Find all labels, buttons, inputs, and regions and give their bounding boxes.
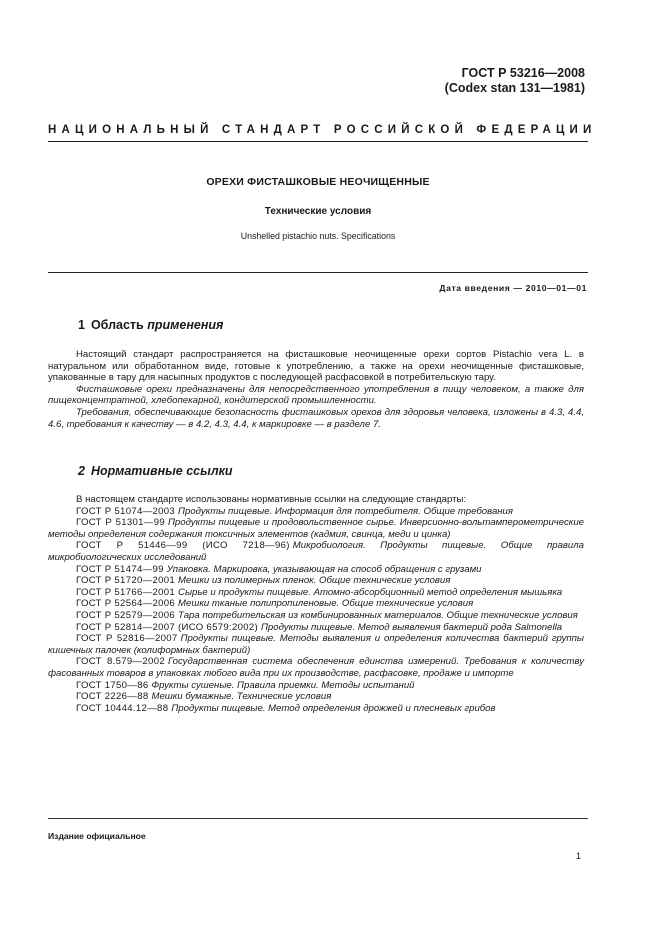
standard-name-en: Unshelled pistachio nuts. Specifications — [240, 231, 396, 241]
standard-name-ru: ОРЕХИ ФИСТАШКОВЫЕ НЕОЧИЩЕННЫЕ — [206, 176, 430, 188]
gost-identifier — [445, 66, 585, 96]
section-1-body — [48, 349, 584, 430]
reference-item — [48, 656, 584, 679]
normative-references-list — [48, 506, 584, 715]
official-edition-note: Издание официальное — [48, 831, 146, 841]
reference-item — [48, 622, 584, 634]
reference-code: ГОСТ 2226—88 — [76, 691, 149, 703]
reference-code: ГОСТ Р 51766—2001 — [76, 586, 176, 598]
reference-code: ГОСТ Р 52814—2007 (ИСО 6579:2002) — [76, 621, 258, 633]
reference-code: ГОСТ Р 51074—2003 — [76, 505, 176, 517]
reference-title: Продукты пищевые. Методы выявления и определения количества бактерий группы кишечных палочек (колиформных бактерий) — [48, 633, 584, 656]
reference-item — [48, 506, 584, 518]
reference-title: Упаковка. Маркировка, указывающая на способ обращения с грузами — [166, 563, 482, 575]
section-2-body — [48, 494, 584, 714]
reference-title: Мешки из полимерных пленок. Общие технические условия — [178, 575, 451, 587]
reference-title: Мешки тканые полипропиленовые. Общие технические условия — [178, 598, 474, 610]
reference-code: ГОСТ 10444.12—88 — [76, 702, 169, 714]
section-1-title-italic: применения — [147, 318, 224, 332]
reference-title: Продукты пищевые и продовольственное сырье. Инверсионно-вольтамперометрические методы определения содержания токсичных элементов (кадмия, свинца, меди и цинка) — [48, 517, 584, 540]
section-1-heading — [78, 318, 223, 332]
reference-code: ГОСТ Р 52564—2006 — [76, 598, 176, 610]
reference-code: ГОСТ Р 51301—99 — [76, 517, 165, 529]
reference-item — [48, 633, 584, 656]
section-1-title-plain: Область — [90, 318, 144, 332]
standard-subtitle: Технические условия — [264, 206, 372, 217]
reference-item — [48, 680, 584, 692]
section-2-number: 2 — [78, 464, 85, 478]
reference-title: Тара потребительская из комбинированных материалов. Общие технические условия — [178, 609, 578, 621]
reference-code: ГОСТ Р 51446—99 (ИСО 7218—96) — [76, 540, 290, 552]
reference-code: ГОСТ Р 51474—99 — [76, 563, 164, 575]
gost-number: ГОСТ Р 53216—2008 — [461, 66, 585, 80]
introduction-date: Дата введения — 2010—01—01 — [439, 283, 587, 293]
codex-number: (Codex stan 131—1981) — [444, 81, 585, 95]
section-1-paragraph: Требования, обеспечивающие безопасность фисташковых орехов для здоровья человека, изложены в 4.3, 4.4, 4.6, требования к качеству — в 4.2, 4.3, 4.4, к маркировке — в разделе 7. — [48, 406, 584, 430]
section-2-title: Нормативные ссылки — [90, 464, 233, 478]
reference-code: ГОСТ 1750—86 — [76, 679, 149, 691]
reference-code: ГОСТ 8.579—2002 — [76, 656, 165, 668]
reference-title: Фрукты сушеные. Правила приемки. Методы испытаний — [151, 679, 415, 691]
reference-item — [48, 610, 584, 622]
reference-item — [48, 598, 584, 610]
footer-divider — [48, 818, 588, 819]
reference-item — [48, 575, 584, 587]
national-standard-title: НАЦИОНАЛЬНЫЙ СТАНДАРТ РОССИЙСКОЙ ФЕДЕРАЦИИ — [48, 124, 597, 136]
reference-item — [48, 517, 584, 540]
reference-title: Продукты пищевые. Метод выявления бактерий рода Salmonella — [260, 621, 563, 633]
reference-title: Продукты пищевые. Метод определения дрожжей и плесневых грибов — [171, 702, 496, 714]
reference-code: ГОСТ Р 51720—2001 — [76, 575, 176, 587]
section-1-paragraph: Настоящий стандарт распространяется на фисташковые неочищенные орехи сортов Pistachio vera L. в натуральном или обработанном виде, готовые к употреблению, а также на орехи неочищенные фисташковые, упакованные в тару для насыпных продуктов с последующей расфасовкой в потребительскую тару. — [48, 349, 584, 384]
page-number: 1 — [575, 851, 581, 861]
reference-item — [48, 564, 584, 576]
reference-title: Сырье и продукты пищевые. Атомно-абсорбционный метод определения мышьяка — [178, 586, 563, 598]
reference-title: Мешки бумажные. Технические условия — [151, 691, 332, 703]
reference-code: ГОСТ Р 52579—2006 — [76, 609, 176, 621]
reference-code: ГОСТ Р 52816—2007 — [76, 633, 178, 645]
reference-title: Государственная система обеспечения единства измерений. Требования к количеству фасованных товаров в упаковках любого вида при их производстве, расфасовке, продаже и импорте — [48, 656, 584, 679]
reference-title: Микробиология. Продукты пищевые. Общие правила микробиологических исследований — [48, 540, 584, 563]
reference-item — [48, 587, 584, 599]
title-divider — [48, 272, 588, 273]
section-2-heading — [78, 464, 233, 478]
section-2-intro: В настоящем стандарте использованы нормативные ссылки на следующие стандарты: — [76, 494, 467, 505]
header-divider — [48, 141, 588, 142]
section-1-paragraph: Фисташковые орехи предназначены для непосредственного употребления в пищу человеком, а также для пищеконцентратной, хлебопекарной, кондитерской промышленности. — [48, 383, 584, 407]
reference-item — [48, 703, 584, 715]
reference-item — [48, 540, 584, 563]
reference-item — [48, 691, 584, 703]
reference-title: Продукты пищевые. Информация для потребителя. Общие требования — [178, 505, 514, 517]
section-1-number: 1 — [78, 318, 85, 332]
